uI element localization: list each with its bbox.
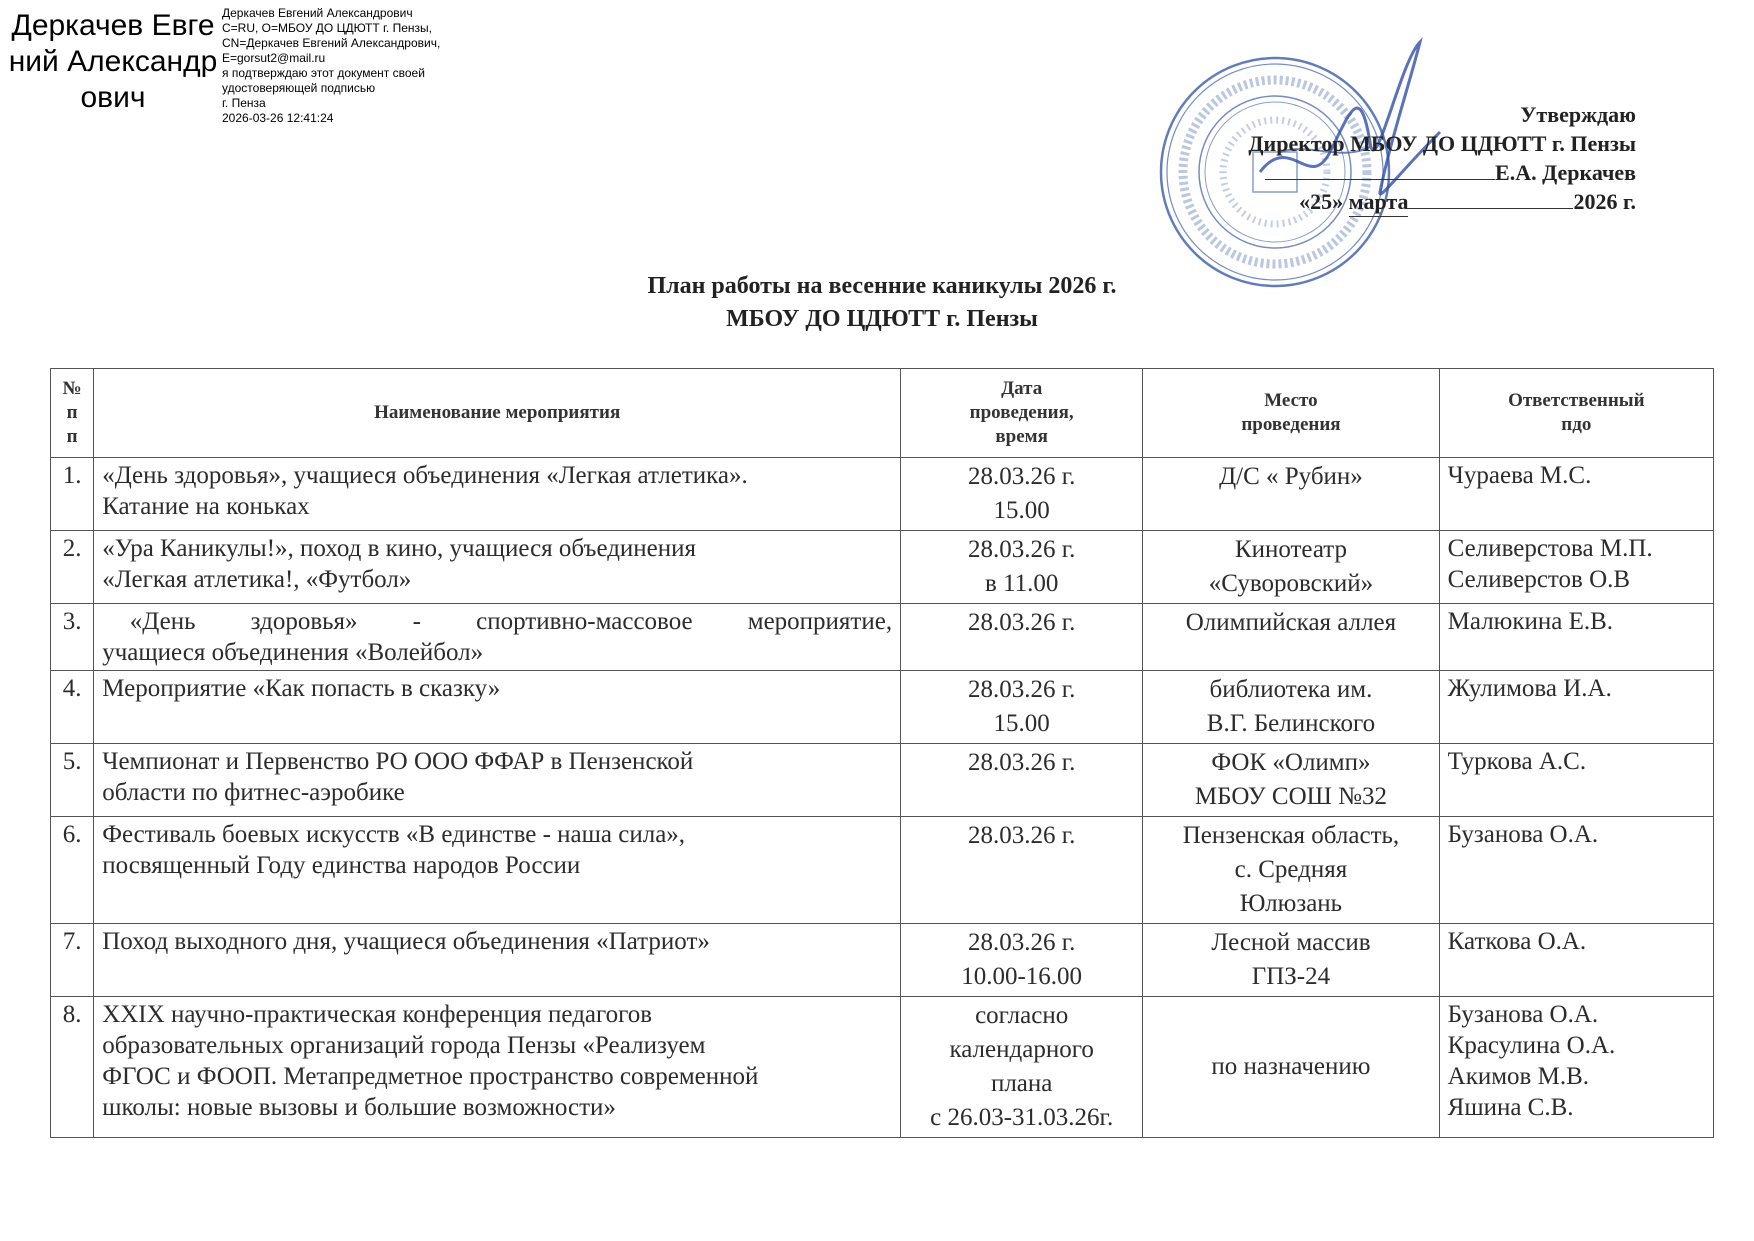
event-name bbox=[94, 744, 901, 817]
event-place-line: Юлюзань bbox=[1239, 890, 1343, 917]
header-date bbox=[901, 369, 1143, 458]
approval-line-position: Директор МБОУ ДО ЦДЮТТ г. Пензы bbox=[1248, 131, 1636, 156]
event-place-line: Пензенская область, bbox=[1182, 822, 1400, 849]
event-place-line: библиотека им. bbox=[1209, 676, 1373, 703]
event-place-line: В.Г. Белинского bbox=[1206, 710, 1376, 737]
row-number: 8. bbox=[51, 997, 94, 1138]
event-place bbox=[1143, 924, 1439, 997]
event-responsible bbox=[1439, 997, 1713, 1138]
event-name-line: Фестиваль боевых искусств «В единстве - наша сила», bbox=[102, 821, 686, 848]
event-date-line: плана bbox=[990, 1070, 1053, 1097]
header-place-line: проведения bbox=[1241, 414, 1341, 435]
event-date-line: с 26.03-31.03.26г. bbox=[930, 1104, 1114, 1131]
event-responsible bbox=[1439, 817, 1713, 924]
table-row bbox=[51, 531, 1714, 604]
row-number: 5. bbox=[51, 744, 94, 817]
event-date bbox=[901, 671, 1143, 744]
row-number: 1. bbox=[51, 458, 94, 531]
event-name-line: образовательных организаций города Пензы «Реализуем bbox=[102, 1032, 706, 1059]
page-title bbox=[0, 270, 1754, 336]
date-blank bbox=[1408, 207, 1573, 209]
header-name: Наименование мероприятия bbox=[94, 369, 901, 458]
approval-block bbox=[1116, 100, 1636, 217]
header-num-line: п bbox=[66, 426, 78, 447]
event-date-line: 28.03.26 г. bbox=[967, 676, 1076, 703]
responsible-person: Красулина О.А. bbox=[1447, 1032, 1616, 1059]
event-date bbox=[901, 924, 1143, 997]
signature-detail-line: 2026-03-26 12:41:24 bbox=[222, 111, 334, 125]
event-name-line: «День здоровья» - спортивно-массовое мероприятие, bbox=[102, 608, 893, 635]
header-date-line: проведения, bbox=[969, 402, 1074, 423]
row-number: 6. bbox=[51, 817, 94, 924]
event-name-line: «День здоровья», учащиеся объединения «Легкая атлетика». bbox=[102, 462, 748, 489]
event-name-line: ФГОС и ФООП. Метапредметное пространство современной bbox=[102, 1063, 759, 1090]
responsible-person: Селиверстов О.В bbox=[1447, 566, 1631, 593]
plan-table bbox=[50, 368, 1714, 1138]
responsible-person: Акимов М.В. bbox=[1447, 1063, 1590, 1090]
approval-year: 2026 г. bbox=[1573, 189, 1636, 214]
event-name bbox=[94, 817, 901, 924]
event-responsible bbox=[1439, 671, 1713, 744]
event-place-line: с. Средняя bbox=[1234, 856, 1348, 883]
table-row bbox=[51, 744, 1714, 817]
event-place bbox=[1143, 604, 1439, 671]
event-place-line: по назначению bbox=[1211, 1053, 1371, 1080]
responsible-person: Яшина С.В. bbox=[1447, 1094, 1574, 1121]
event-place-line: ФОК «Олимп» bbox=[1211, 749, 1371, 776]
header-place bbox=[1143, 369, 1439, 458]
event-name bbox=[94, 671, 901, 744]
event-name-line: области по фитнес-аэробике bbox=[102, 779, 405, 806]
event-place-line: Олимпийская аллея bbox=[1185, 609, 1397, 636]
event-place-line: «Суворовский» bbox=[1208, 570, 1374, 597]
approval-day: «25» bbox=[1299, 189, 1344, 214]
signature-detail-line: г. Пенза bbox=[222, 96, 266, 110]
approval-month: марта bbox=[1349, 187, 1409, 217]
signature-detail-line: я подтверждаю этот документ своей удостоверяющей подписью bbox=[222, 66, 425, 95]
event-responsible bbox=[1439, 744, 1713, 817]
signer-name-large: Деркачев Евгений Александрович bbox=[8, 9, 218, 114]
row-number: 4. bbox=[51, 671, 94, 744]
event-place bbox=[1143, 458, 1439, 531]
event-name-line: «Легкая атлетика!, «Футбол» bbox=[102, 566, 412, 593]
header-num-line: № bbox=[62, 378, 82, 399]
row-number: 2. bbox=[51, 531, 94, 604]
header-resp-line: Ответственный bbox=[1508, 390, 1645, 411]
event-place-line: Д/С « Рубин» bbox=[1219, 463, 1363, 490]
responsible-person: Бузанова О.А. bbox=[1447, 1001, 1599, 1028]
event-date-line: 15.00 bbox=[993, 497, 1050, 524]
event-date-line: 28.03.26 г. bbox=[967, 463, 1076, 490]
table-row bbox=[51, 924, 1714, 997]
event-date-line: календарного bbox=[949, 1036, 1094, 1063]
table-row bbox=[51, 817, 1714, 924]
event-place bbox=[1143, 671, 1439, 744]
header-place-line: Место bbox=[1264, 390, 1318, 411]
event-name-line: Поход выходного дня, учащиеся объединения «Патриот» bbox=[102, 928, 710, 955]
header-resp-line: пдо bbox=[1561, 414, 1592, 435]
approver-name: Е.А. Деркачев bbox=[1495, 160, 1636, 185]
responsible-person: Туркова А.С. bbox=[1447, 748, 1587, 775]
table-row bbox=[51, 604, 1714, 671]
event-date bbox=[901, 458, 1143, 531]
event-place-line: МБОУ СОШ №32 bbox=[1194, 783, 1387, 810]
event-date-line: 28.03.26 г. bbox=[967, 749, 1076, 776]
row-number: 7. bbox=[51, 924, 94, 997]
header-num bbox=[51, 369, 94, 458]
responsible-person: Бузанова О.А. bbox=[1447, 821, 1599, 848]
event-name bbox=[94, 997, 901, 1138]
responsible-person: Малюкина Е.В. bbox=[1447, 608, 1614, 635]
approval-line-date bbox=[1116, 187, 1636, 217]
event-date-line: 15.00 bbox=[993, 710, 1050, 737]
header-date-line: Дата bbox=[1001, 378, 1043, 399]
event-name bbox=[94, 924, 901, 997]
responsible-person: Селиверстова М.П. bbox=[1447, 535, 1653, 562]
event-date-line: 28.03.26 г. bbox=[967, 536, 1076, 563]
event-date-line: в 11.00 bbox=[984, 570, 1059, 597]
event-name-line: Мероприятие «Как попасть в сказку» bbox=[102, 675, 501, 702]
event-date-line: согласно bbox=[975, 1002, 1069, 1029]
row-number: 3. bbox=[51, 604, 94, 671]
table-header-row bbox=[51, 369, 1714, 458]
event-name-line: школы: новые вызовы и большие возможности» bbox=[102, 1094, 616, 1121]
event-date-line: 10.00-16.00 bbox=[961, 963, 1083, 990]
event-place-line: Лесной массив bbox=[1211, 929, 1371, 956]
table-row bbox=[51, 997, 1714, 1138]
event-name bbox=[94, 604, 901, 671]
event-date bbox=[901, 604, 1143, 671]
event-place bbox=[1143, 997, 1439, 1138]
event-name-line: учащиеся объединения «Волейбол» bbox=[102, 639, 484, 666]
event-date bbox=[901, 744, 1143, 817]
signature-detail-line: C=RU, O=МБОУ ДО ЦДЮТТ г. Пензы, CN=Деркачев Евгений Александрович, E=gorsut2@mail.ru bbox=[222, 21, 441, 65]
signature-blank bbox=[1265, 178, 1495, 180]
responsible-person: Чураева М.С. bbox=[1447, 462, 1592, 489]
event-date bbox=[901, 817, 1143, 924]
event-responsible bbox=[1439, 531, 1713, 604]
event-date-line: 28.03.26 г. bbox=[967, 929, 1076, 956]
event-place-line: Кинотеатр bbox=[1234, 536, 1347, 563]
event-name-line: «Ура Каникулы!», поход в кино, учащиеся объединения bbox=[102, 535, 697, 562]
responsible-person: Каткова О.А. bbox=[1447, 928, 1587, 955]
responsible-person: Жулимова И.А. bbox=[1447, 675, 1612, 702]
event-responsible bbox=[1439, 458, 1713, 531]
event-name-line: посвященный Году единства народов России bbox=[102, 852, 581, 879]
event-name-line: XXIX научно-практическая конференция педагогов bbox=[102, 1001, 653, 1028]
table-row bbox=[51, 671, 1714, 744]
event-name bbox=[94, 458, 901, 531]
event-name-line: Катание на коньках bbox=[102, 493, 310, 520]
header-date-line: время bbox=[995, 426, 1048, 447]
header-num-line: п bbox=[66, 402, 78, 423]
signature-detail-line: Деркачев Евгений Александрович bbox=[222, 6, 413, 20]
title-line-2: МБОУ ДО ЦДЮТТ г. Пензы bbox=[726, 306, 1038, 332]
event-responsible bbox=[1439, 604, 1713, 671]
event-place bbox=[1143, 817, 1439, 924]
approval-line-signer bbox=[1116, 158, 1636, 187]
header-responsible bbox=[1439, 369, 1713, 458]
signature-details bbox=[222, 6, 450, 126]
event-place bbox=[1143, 744, 1439, 817]
approval-line-approve: Утверждаю bbox=[1520, 102, 1636, 127]
event-responsible bbox=[1439, 924, 1713, 997]
event-place bbox=[1143, 531, 1439, 604]
event-name bbox=[94, 531, 901, 604]
event-date-line: 28.03.26 г. bbox=[967, 822, 1076, 849]
event-place-line: ГПЗ-24 bbox=[1251, 963, 1331, 990]
title-line-1: План работы на весенние каникулы 2026 г. bbox=[647, 273, 1117, 299]
event-date bbox=[901, 997, 1143, 1138]
event-date-line: 28.03.26 г. bbox=[967, 609, 1076, 636]
event-name-line: Чемпионат и Первенство РО ООО ФФАР в Пензенской bbox=[102, 748, 694, 775]
event-date bbox=[901, 531, 1143, 604]
table-row bbox=[51, 458, 1714, 531]
